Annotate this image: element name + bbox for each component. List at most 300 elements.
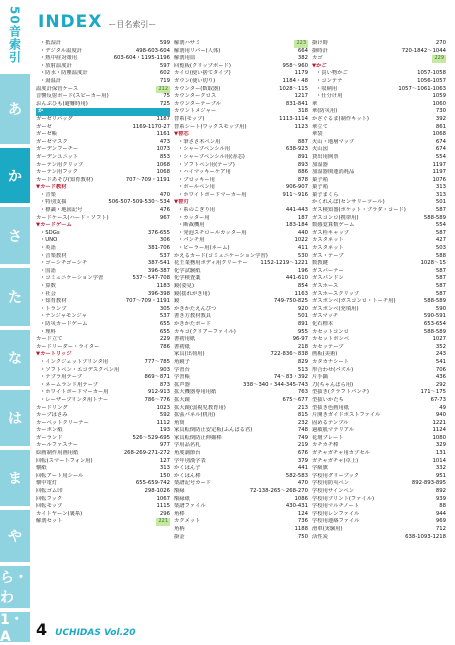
entry-name: 温度計保管ケース	[36, 85, 79, 92]
entry-page: 440	[297, 229, 308, 236]
entry-name: 数感覚算数ゲーム	[312, 222, 355, 229]
index-entry	[312, 55, 446, 63]
entry-name: 滑車(実験用)	[312, 526, 343, 532]
entry-name: 型抜き色画用紙	[312, 404, 350, 411]
entry-page: 396-387	[147, 267, 170, 274]
entry-name: ・糸のこぎり用	[178, 207, 216, 214]
entry-name: ガーランド	[36, 434, 63, 441]
entry-name: カウンターテーブル	[174, 100, 221, 107]
index-entry	[174, 503, 308, 511]
entry-name: カーブはさみ	[36, 412, 68, 419]
index-entry	[36, 230, 170, 238]
index-entry	[312, 313, 446, 321]
entry-page: 587	[435, 229, 446, 236]
entry-page: 951	[435, 472, 446, 479]
entry-page: 498-603-604	[135, 47, 170, 54]
index-entry	[174, 321, 308, 329]
index-entry	[174, 359, 308, 367]
entry-page: 1115	[156, 503, 170, 510]
entry-page: 352	[435, 343, 446, 350]
entry-page: 590	[435, 305, 446, 312]
entry-page: 1221	[432, 419, 446, 426]
entry-name: ・インクジェットプリンタ用	[40, 358, 109, 365]
entry-page: 1014	[432, 457, 446, 464]
index-entry	[312, 336, 446, 344]
index-entry	[174, 139, 308, 147]
index-entry	[174, 344, 308, 352]
entry-page: 1197	[432, 161, 446, 168]
entry-name: 形合わせ(パズル)	[312, 366, 354, 373]
entry-name: ・レーザープリンタ用トナー	[40, 396, 109, 403]
index-entry	[174, 253, 308, 261]
entry-name: ・標識・地図記号	[40, 207, 83, 214]
entry-page: 306	[159, 237, 170, 244]
entry-name: 家具転倒防止安定板(ふんばる君)	[174, 427, 253, 434]
entry-page: 270	[435, 40, 446, 46]
index-entry	[174, 397, 308, 405]
index-entry	[312, 93, 446, 101]
entry-page: 1184・48	[282, 77, 308, 84]
entry-page: 436	[435, 374, 446, 381]
page-subtitle: ー目名索引ー	[108, 20, 157, 29]
entry-page: 338〜340・344-345-743	[243, 381, 308, 388]
entry-name: 拡大鏡	[174, 396, 190, 403]
entry-page: 1197	[432, 169, 446, 176]
index-entry	[312, 199, 446, 207]
index-entry	[36, 473, 170, 481]
entry-name: カイトヤーン(裏糸)	[36, 510, 83, 517]
entry-name: ・抵湿計	[40, 40, 62, 46]
index-entry	[174, 336, 308, 344]
entry-name: ・ホワイトボードマーカー用	[40, 389, 109, 396]
entry-page: 1057-1058	[417, 70, 446, 77]
entry-name: 額縁紙	[174, 495, 190, 502]
index-entry	[36, 336, 170, 344]
entry-page: 587	[435, 267, 446, 274]
index-entry	[312, 389, 446, 397]
entry-page: 243	[435, 351, 446, 358]
entry-page: 193	[159, 427, 170, 434]
index-entry	[36, 374, 170, 382]
entry-name: 懐中電灯	[36, 480, 58, 487]
entry-page: 1059	[432, 93, 446, 100]
entry-page: 183-184	[285, 222, 308, 229]
index-entry	[36, 313, 170, 321]
index-entry	[36, 397, 170, 405]
entry-name: ガスバンドン	[312, 275, 344, 282]
index-entry	[36, 78, 170, 86]
index-entry	[36, 382, 170, 390]
entry-name: 加湿器関連消耗品	[312, 169, 355, 176]
entry-name: ・ハイマッキーケア用	[178, 169, 231, 176]
index-entry	[174, 268, 308, 276]
entry-name: ガスホースクリップ	[312, 290, 360, 297]
index-entry	[36, 260, 170, 268]
entry-page: 1076	[432, 176, 446, 183]
index-entry	[174, 473, 308, 481]
index-entry	[174, 442, 308, 450]
index-entry	[312, 367, 446, 375]
entry-page: 1068	[432, 131, 446, 138]
entry-page: 305	[159, 305, 170, 312]
entry-page: 411	[297, 245, 308, 252]
entry-name: カクメット	[174, 518, 201, 525]
entry-page: 592	[159, 412, 170, 419]
index-entry	[36, 55, 170, 63]
entry-name: ・特別支援	[40, 199, 67, 206]
entry-name: ・デジタル温度計	[40, 47, 83, 54]
index-entry	[174, 450, 308, 458]
entry-page: 730	[435, 108, 446, 115]
index-entry	[36, 245, 170, 253]
entry-name: ・ネームランド用テープ	[40, 381, 99, 388]
entry-name: ▼替芯	[174, 131, 189, 138]
index-entry	[36, 503, 170, 511]
entry-page: 1028〜15	[420, 260, 446, 267]
entry-name: カードあそび(知育教材)	[36, 176, 94, 183]
index-entry	[36, 420, 170, 428]
entry-page: 712	[435, 526, 446, 532]
index-entry	[312, 382, 446, 390]
index-entry	[174, 382, 308, 390]
sidebar-tab-5[interactable]: は	[0, 390, 30, 446]
index-entry	[312, 329, 446, 337]
entry-name: ・発泡スチロールカッター用	[178, 229, 247, 236]
entry-name: 額縁	[174, 488, 185, 495]
entry-name: ガーゼリバッグ	[36, 115, 73, 122]
index-entry	[174, 465, 308, 473]
entry-name: 掛金	[174, 533, 185, 540]
entry-page: 427	[435, 237, 446, 244]
entry-name: 角柄	[174, 526, 185, 532]
entry-page: 537〜547-708	[132, 275, 170, 282]
entry-name: 学年別漢字表	[174, 457, 206, 464]
entry-name: ・仕分け用	[316, 93, 343, 100]
entry-name: 掛け時	[312, 40, 328, 46]
entry-name: カセットボンベ	[312, 336, 350, 343]
entry-name: 刀(ちゃんばら用)	[312, 381, 354, 388]
entry-name: 画板(美術)	[312, 351, 338, 358]
entry-name: 花壇プレート	[312, 434, 344, 441]
index-entry	[174, 283, 308, 291]
index-entry	[174, 298, 308, 306]
entry-name: 鏡	[174, 298, 180, 305]
entry-name: 学校用連絡ファイル	[312, 518, 360, 525]
entry-page: 1060	[432, 100, 446, 107]
entry-name: かざぐるま(制作キット)	[312, 115, 369, 122]
index-entry	[174, 184, 308, 192]
entry-page: 223	[296, 40, 306, 46]
index-entry	[174, 207, 308, 215]
entry-name: 家具転倒防止伸縮棒	[174, 434, 222, 441]
index-entry	[174, 518, 308, 526]
index-entry	[36, 237, 170, 245]
entry-page: 503	[435, 245, 446, 252]
entry-name: ・防災カードゲーム	[40, 320, 88, 327]
entry-page: 124	[297, 510, 308, 517]
entry-page: 977	[159, 442, 170, 449]
entry-name: 化学試験紙	[174, 267, 201, 274]
entry-name: 回覧板(クリップボード)	[174, 62, 231, 69]
entry-name: ・SDGs	[40, 229, 60, 236]
entry-page: 955	[297, 328, 308, 335]
entry-page: 441-610	[285, 275, 308, 282]
entry-name: ・筆ささ木ペン用	[178, 138, 221, 145]
index-entry	[36, 298, 170, 306]
entry-page: 920	[297, 305, 308, 312]
entry-page: 196	[297, 267, 308, 274]
entry-name: 片開きガイドポストファイル	[312, 412, 381, 419]
entry-page: 582-583	[285, 472, 308, 479]
index-entry	[312, 177, 446, 185]
index-entry	[174, 55, 308, 63]
entry-name: 化石標本	[312, 320, 334, 327]
entry-page: 376-655	[147, 229, 170, 236]
index-entry	[312, 291, 446, 299]
entry-page: 506-507-509-530〜534	[108, 199, 170, 206]
sidebar-tab-6[interactable]: ま	[0, 450, 30, 506]
entry-name: 書き方教材教具	[174, 313, 212, 320]
entry-page: 526〜529-695	[132, 434, 170, 441]
entry-name: ・ソフトペン用(テープ)	[178, 161, 235, 168]
entry-name: カセットコンロ	[312, 328, 349, 335]
entry-page: 869〜871	[144, 374, 170, 381]
entry-page: 218	[297, 343, 308, 350]
entry-name: ガウン(使い切り)	[174, 77, 216, 84]
entry-page: 298-1026	[144, 488, 170, 495]
entry-name: ・熱中症対策用	[40, 55, 78, 62]
entry-page: 75	[163, 93, 170, 100]
index-entry	[36, 169, 170, 177]
entry-name: 火山・地層マップ	[312, 138, 355, 145]
index-entry	[312, 48, 446, 56]
entry-page: 675〜677	[282, 396, 308, 403]
entry-page: 725	[159, 100, 170, 107]
index-entry	[312, 237, 446, 245]
entry-page: 587	[435, 207, 446, 214]
entry-name: カーペットクリーナー	[36, 419, 89, 426]
entry-page: 655	[159, 328, 170, 335]
index-entry	[36, 405, 170, 413]
entry-name: おんぶひも(避難時用)	[36, 100, 88, 107]
index-entry	[36, 177, 170, 185]
entry-name: ガスボンベ(充填用)	[312, 305, 359, 312]
entry-page: 664	[297, 47, 308, 54]
index-entry	[174, 177, 308, 185]
entry-name: ・ゴーシチゴーシチ	[40, 260, 88, 267]
entry-name: かえるカード(コミュニケーション学習)	[174, 252, 268, 259]
entry-page: 313	[435, 184, 446, 191]
entry-name: 解剖用皿	[174, 55, 196, 62]
category-heading	[174, 199, 308, 207]
brand-logo: UCHIDAS Vol.20	[55, 628, 136, 638]
index-entry	[312, 344, 446, 352]
entry-name: 楽譜記号カード	[174, 480, 212, 487]
page-title: INDEX	[38, 12, 103, 32]
entry-name: かきかたえんぴつ	[174, 305, 217, 312]
entry-name: 貸出用開票	[312, 153, 339, 160]
entry-page: 777〜785	[144, 358, 170, 365]
entry-name: 解剖セット	[36, 518, 63, 525]
entry-page: 187	[297, 214, 308, 221]
entry-name: ・ブロッキー用	[178, 176, 215, 183]
entry-page: 1028〜115	[279, 85, 308, 92]
entry-page: 674	[435, 138, 446, 145]
sidebar-tab-0[interactable]: あ	[0, 74, 30, 144]
entry-name: ▼カートリッジ	[36, 351, 72, 358]
index-entry	[174, 313, 308, 321]
index-entry	[174, 70, 308, 78]
entry-page: 939	[435, 495, 446, 502]
entry-page: 590-591	[423, 313, 446, 320]
index-entry	[36, 412, 170, 420]
entry-name: カスタネット	[312, 237, 344, 244]
entry-page: 944	[435, 510, 446, 517]
entry-name: ガスコンロ(携帯用)	[312, 214, 359, 221]
index-entry	[36, 70, 170, 78]
entry-page: 587	[435, 275, 446, 282]
entry-page: 891	[297, 320, 308, 327]
entry-page: 229	[434, 55, 444, 62]
entry-name: 音響反射ボード(スピーカー用)	[36, 93, 109, 100]
entry-name: 拡張パネル(机用)	[174, 412, 216, 419]
entry-name: 過敏肌マテリアル	[312, 427, 355, 434]
entry-name: カード立て	[36, 336, 63, 343]
entry-name: 絵画制作用画用紙	[36, 450, 79, 457]
entry-page: 1073	[156, 146, 170, 153]
entry-page: 473	[159, 138, 170, 145]
sidebar-tab-1[interactable]: か	[0, 148, 30, 203]
entry-name: カゴ	[312, 55, 323, 62]
entry-name: カウンター(数取器)	[174, 85, 221, 92]
entry-page: 602	[159, 70, 170, 77]
index-entry	[174, 420, 308, 428]
index-entry	[312, 442, 446, 450]
index-entry	[174, 222, 308, 230]
entry-name: ・ピーラー用(ネーム)	[178, 245, 230, 252]
index-entry	[36, 192, 170, 200]
entry-name: 回転(スマートフォン用)	[36, 457, 93, 464]
entry-name: ・UNO	[40, 237, 58, 244]
index-entry	[174, 245, 308, 253]
index-entry	[174, 458, 308, 466]
entry-page: 873	[159, 381, 170, 388]
index-entry	[36, 101, 170, 109]
entry-name: ・カッター用	[178, 214, 210, 221]
entry-name: ・社会	[40, 290, 56, 297]
entry-page: 221	[158, 518, 168, 525]
index-entry	[36, 450, 170, 458]
index-entry	[174, 260, 308, 268]
entry-name: ・ソフトペン・エコデスクペン用	[40, 366, 120, 373]
entry-page: 329	[435, 442, 446, 449]
entry-page: 430-431	[285, 503, 308, 510]
entry-page: 501	[435, 199, 446, 206]
entry-name: ・コンテナ	[316, 77, 343, 84]
entry-page: 707〜709・1191	[125, 298, 170, 305]
entry-name: 替糸シート(ワックスモップ用)	[174, 123, 247, 130]
index-entry	[36, 199, 170, 207]
index-entry	[36, 40, 170, 48]
index-entry	[312, 283, 446, 291]
entry-page: 854	[297, 283, 308, 289]
entry-page: 72-138-265〜268-270	[249, 488, 308, 495]
page-number: 4	[36, 620, 48, 639]
index-entry	[312, 116, 446, 124]
entry-page: 831-841	[285, 100, 308, 107]
sidebar-tab-9[interactable]: 1・A	[0, 612, 30, 642]
entry-name: カーボン紙	[36, 427, 63, 434]
entry-name: ・収納用	[316, 85, 338, 92]
sidebar-tab-3[interactable]: た	[0, 268, 30, 326]
index-entry	[312, 465, 446, 473]
entry-name: カードリング	[36, 404, 68, 411]
index-entry	[36, 139, 170, 147]
index-entry	[312, 351, 446, 359]
entry-name: ・シャープペンシル用	[178, 146, 231, 153]
entry-page: 379	[297, 457, 308, 464]
entry-page: 1123	[294, 123, 308, 130]
entry-page: 554	[435, 153, 446, 160]
entry-page: 441-443	[285, 207, 308, 214]
index-entry	[36, 63, 170, 71]
entry-page: 318	[297, 108, 308, 115]
entry-name: カードケース(ハード・ソフト)	[36, 214, 109, 221]
category-heading	[312, 63, 446, 71]
entry-page: 530	[297, 252, 308, 259]
sidebar-title: 50音索引	[7, 6, 22, 64]
entry-page: 150	[159, 472, 170, 479]
entry-name: 学校用プリント(ファイル)	[312, 495, 375, 502]
entry-name: 型抜いかたち	[312, 396, 344, 403]
entry-name: ガス・テーブ	[312, 252, 344, 259]
index-entry	[36, 511, 170, 519]
entry-name: ガスマッチ	[312, 313, 339, 320]
sidebar-tab-7[interactable]: や	[0, 510, 30, 562]
entry-page: 1086	[294, 495, 308, 502]
entry-page: 587	[435, 283, 446, 289]
entry-page: 537	[159, 252, 170, 259]
index-entry	[36, 442, 170, 450]
index-entry	[174, 306, 308, 314]
entry-name: かくはん棒	[174, 472, 201, 479]
index-entry	[174, 101, 308, 109]
entry-name: ガーゼ	[36, 123, 52, 130]
index-entry	[312, 215, 446, 223]
sidebar-tab-4[interactable]: な	[0, 330, 30, 386]
entry-page: 597	[159, 62, 170, 69]
index-entry	[36, 367, 170, 375]
index-entry	[312, 162, 446, 170]
entry-page: 829	[297, 358, 308, 365]
entry-name: ガーデンフーチー	[36, 146, 79, 153]
index-entry	[312, 450, 446, 458]
sidebar-tab-2[interactable]: さ	[0, 207, 30, 264]
index-entry	[174, 93, 308, 101]
entry-name: カウンタークロス	[174, 93, 217, 100]
index-entry	[174, 162, 308, 170]
entry-page: 892	[435, 488, 446, 495]
sidebar-tab-8[interactable]: ら・わ	[0, 566, 30, 608]
index-column-1	[36, 40, 170, 526]
entry-page: 171〜175	[420, 389, 446, 396]
index-entry	[312, 222, 446, 230]
index-entry	[174, 496, 308, 504]
entry-name: 家具(出荷用)	[174, 351, 205, 358]
entry-name: かきかたボード	[174, 320, 212, 327]
entry-page: 501	[297, 313, 308, 320]
entry-page: 706	[435, 366, 446, 373]
